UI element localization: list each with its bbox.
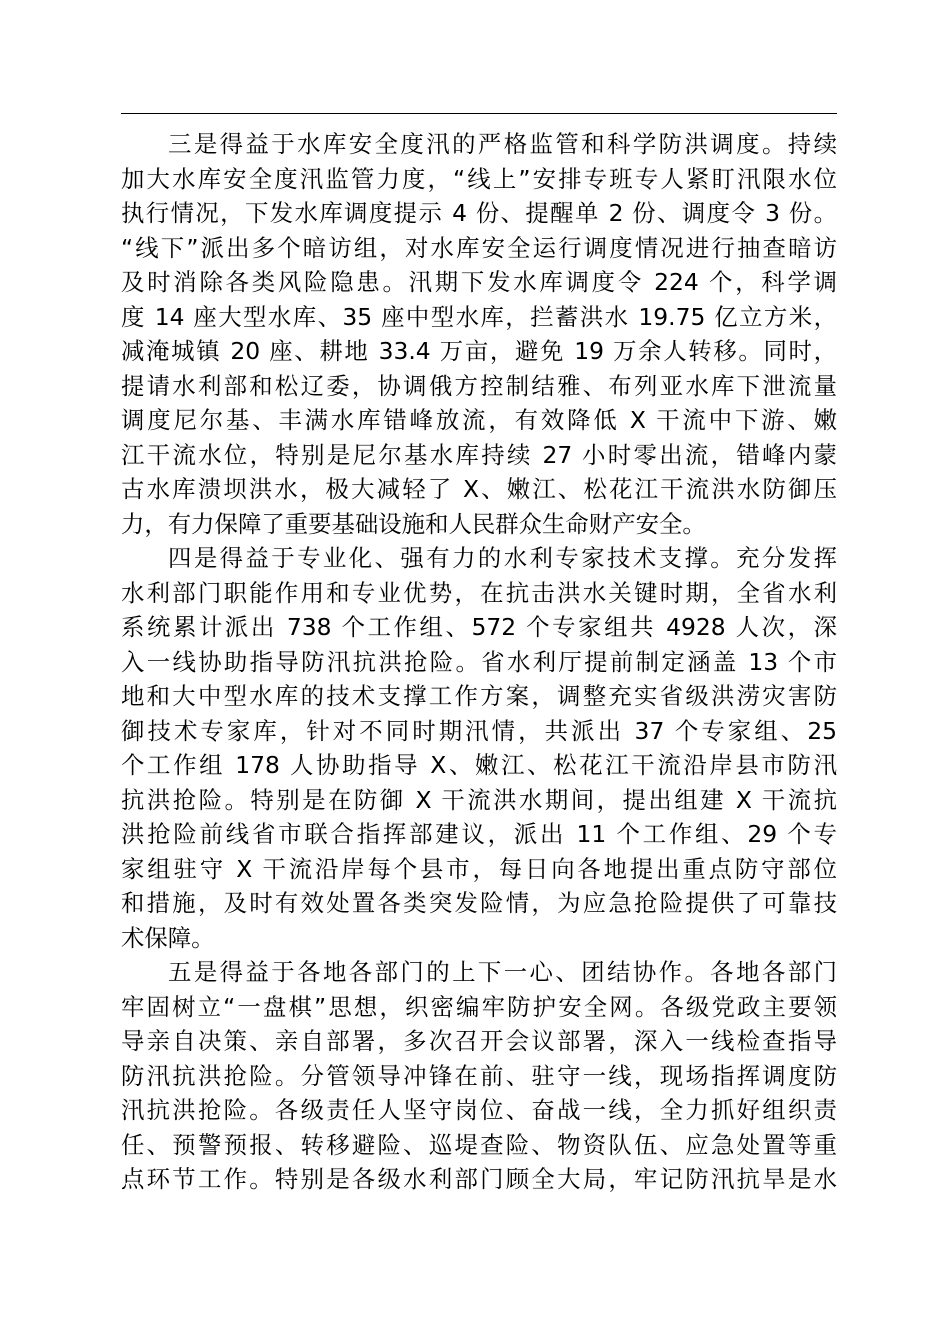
text-line: 家组驻守 X 干流沿岸每个县市，每日向各地提出重点防守部位 — [121, 854, 837, 883]
text-line: 洪抢险前线省市联合指挥部建议，派出 11 个工作组、29 个专 — [121, 820, 837, 848]
text-line: 江干流水位，特别是尼尔基水库持续 27 小时零出流，错峰内蒙 — [121, 440, 837, 469]
text-line: 牢固树立“一盘棋”思想，织密编牢防护安全网。各级党政主要领 — [121, 992, 837, 1021]
text-line: 系统累计派出 738 个工作组、572 个专家组共 4928 人次，深 — [121, 613, 837, 641]
text-line: 四是得益于专业化、强有力的水利专家技术支撑。充分发挥 — [168, 544, 837, 572]
body-text — [121, 127, 837, 1197]
paragraph-reservoir-management — [121, 127, 837, 541]
text-line: 汛抗洪抢险。各级责任人坚守岗位、奋战一线，全力抓好组织责 — [121, 1096, 837, 1124]
text-line: 任、预警预报、转移避险、巡堤查险、物资队伍、应急处置等重 — [121, 1130, 837, 1159]
text-line: 点环节工作。特别是各级水利部门顾全大局，牢记防汛抗旱是水 — [121, 1165, 837, 1193]
text-line: 减淹城镇 20 座、耕地 33.4 万亩，避免 19 万余人转移。同时， — [121, 337, 837, 365]
text-line: 抗洪抢险。特别是在防御 X 干流洪水期间，提出组建 X 干流抗 — [121, 785, 837, 814]
text-line: “线下”派出多个暗访组，对水库安全运行调度情况进行抽查暗访 — [121, 233, 837, 262]
text-line: 入一线协助指导防汛抗洪抢险。省水利厅提前制定涵盖 13 个市 — [121, 647, 837, 676]
text-line: 加大水库安全度汛监管力度，“线上”安排专班专人紧盯汛限水位 — [121, 164, 837, 193]
text-line: 导亲自决策、亲自部署，多次召开会议部署，深入一线检查指导 — [121, 1027, 837, 1055]
text-line: 古水库溃坝洪水，极大减轻了 X、嫩江、松花江干流洪水防御压 — [121, 475, 837, 503]
text-line: 及时消除各类风险隐患。汛期下发水库调度令 224 个，科学调 — [121, 268, 837, 296]
text-line: 力，有力保障了重要基础设施和人民群众生命财产安全。 — [121, 509, 706, 538]
text-line: 术保障。 — [121, 923, 215, 952]
paragraph-expert-support — [121, 541, 837, 955]
text-line: 个工作组 178 人协助指导 X、嫩江、松花江干流沿岸县市防汛 — [121, 751, 837, 779]
text-line: 度 14 座大型水库、35 座中型水库，拦蓄洪水 19.75 亿立方米， — [121, 302, 837, 331]
text-line: 五是得益于各地各部门的上下一心、团结协作。各地各部门 — [168, 958, 837, 986]
text-line: 水利部门职能作用和专业优势，在抗击洪水关键时期，全省水利 — [121, 578, 837, 607]
header-rule — [121, 113, 837, 114]
text-line: 地和大中型水库的技术支撑工作方案，调整充实省级洪涝灾害防 — [121, 682, 837, 710]
text-line: 和措施，及时有效处置各类突发险情，为应急抢险提供了可靠技 — [121, 889, 837, 917]
text-line: 三是得益于水库安全度汛的严格监管和科学防洪调度。持续 — [168, 130, 837, 158]
text-line: 调度尼尔基、丰满水库错峰放流，有效降低 X 干流中下游、嫩 — [121, 406, 837, 434]
text-line: 御技术专家库，针对不同时期汛情，共派出 37 个专家组、25 — [121, 716, 837, 745]
paragraph-cooperation — [121, 955, 837, 1197]
text-line: 执行情况，下发水库调度提示 4 份、提醒单 2 份、调度令 3 份。 — [121, 199, 837, 227]
text-line: 提请水利部和松辽委，协调俄方控制结雅、布列亚水库下泄流量 — [121, 371, 837, 400]
text-line: 防汛抗洪抢险。分管领导冲锋在前、驻守一线，现场指挥调度防 — [121, 1061, 837, 1090]
